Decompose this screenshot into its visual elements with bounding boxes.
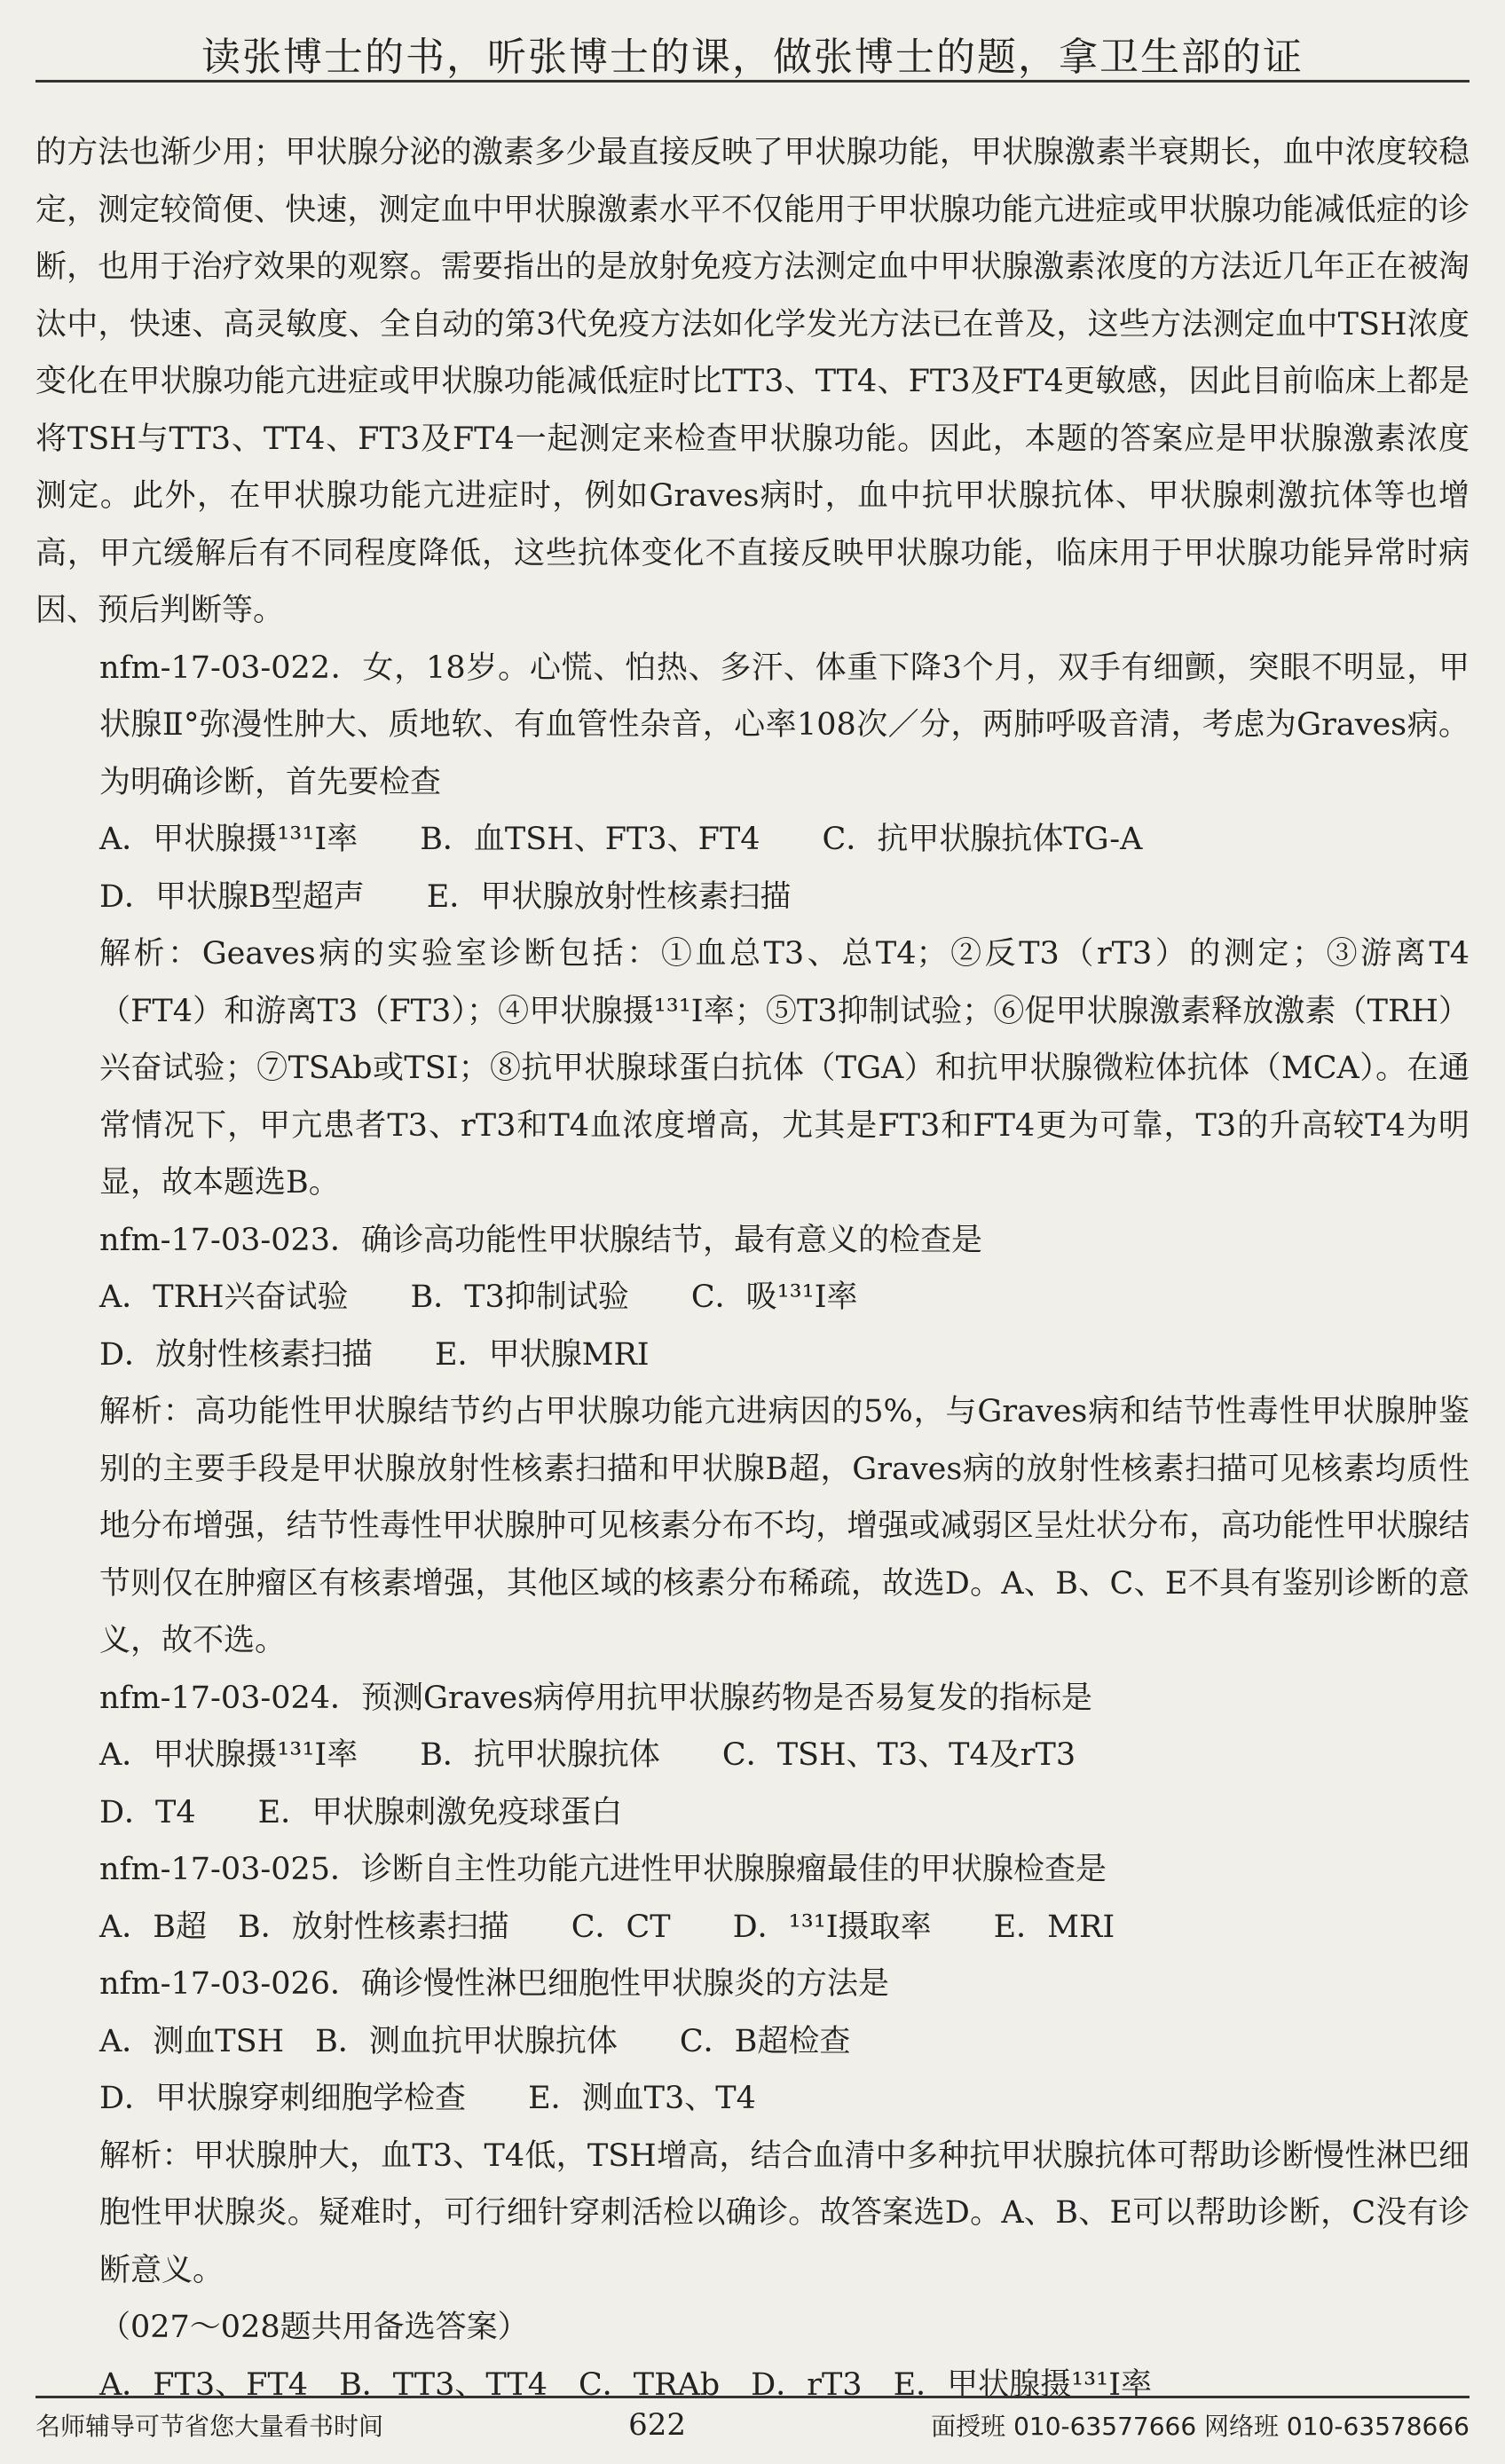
page-header xyxy=(35,27,1470,83)
question-024-options-1: A．甲状腺摄¹³¹I率 B．抗甲状腺抗体 C．TSH、T3、T4及rT3 xyxy=(99,1737,1076,1773)
question-024-options-2: D．T4 E．甲状腺刺激免疫球蛋白 xyxy=(99,1794,623,1830)
question-022-options-2: D．甲状腺B型超声 E．甲状腺放射性核素扫描 xyxy=(99,878,792,915)
page-number: 622 xyxy=(628,2407,687,2443)
footer-slogan: 名师辅导可节省您大量看书时间 xyxy=(35,2412,384,2441)
question-023: nfm-17-03-023．确诊高功能性甲状腺结节，最有意义的检查是 xyxy=(99,1222,983,1258)
answer-023: 解析：高功能性甲状腺结节约占甲状腺功能亢进病因的5%，与Graves病和结节性毒性甲状腺肿鉴别的主要手段是甲状腺放射性核素扫描和甲状腺B超，Graves病的放射性核素扫描可见核素均质性地分布增强，结节性毒性甲状腺肿可见核素分布不均，增强或减弱区呈灶状分布，高功能性甲状腺结节则仅在肿瘤区有核素增强，其他区域的核素分布稀疏，故选D。A、B、C、E不具有鉴别诊断的意义，故不选。 xyxy=(99,1394,1470,1658)
paragraph-explanation: 的方法也渐少用；甲状腺分泌的激素多少最直接反映了甲状腺功能，甲状腺激素半衰期长，血中浓度较稳定，测定较简便、快速，测定血中甲状腺激素水平不仅能用于甲状腺功能亢进症或甲状腺功能减低症的诊断，也用于治疗效果的观察。需要指出的是放射免疫方法测定血中甲状腺激素浓度的方法近几年正在被淘汰中，快速、高灵敏度、全自动的第3代免疫方法如化学发光方法已在普及，这些方法测定血中TSH浓度变化在甲状腺功能亢进症或甲状腺功能减低症时比TT3、TT4、FT3及FT4更敏感，因此目前临床上都是将TSH与TT3、TT4、FT3及FT4一起测定来检查甲状腺功能。因此，本题的答案应是甲状腺激素浓度测定。此外，在甲状腺功能亢进症时，例如Graves病时，血中抗甲状腺抗体、甲状腺刺激抗体等也增高，甲亢缓解后有不同程度降低，这些抗体变化不直接反映甲状腺功能，临床用于甲状腺功能异常时病因、预后判断等。 xyxy=(35,135,1470,628)
question-023-options-2: D．放射性核素扫描 E．甲状腺MRI xyxy=(99,1336,650,1373)
answer-026: 解析：甲状腺肿大，血T3、T4低，TSH增高，结合血清中多种抗甲状腺抗体可帮助诊断慢性淋巴细胞性甲状腺炎。疑难时，可行细针穿刺活检以确诊。故答案选D。A、B、E可以帮助诊断，C没有诊断意义。 xyxy=(99,2137,1470,2288)
answer-022: 解析：Geaves病的实验室诊断包括：①血总T3、总T4；②反T3（rT3）的测定；③游离T4（FT4）和游离T3（FT3）；④甲状腺摄¹³¹I率；⑤T3抑制试验；⑥促甲状腺激素释放激素（TRH）兴奋试验；⑦TSAb或TSI；⑧抗甲状腺球蛋白抗体（TGA）和抗甲状腺微粒体抗体（MCA）。在通常情况下，甲亢患者T3、rT3和T4血浓度增高，尤其是FT3和FT4更为可靠，T3的升高较T4为明显，故本题选B。 xyxy=(99,936,1470,1201)
question-026-options-2: D．甲状腺穿刺细胞学检查 E．测血T3、T4 xyxy=(99,2081,756,2116)
question-025-options: A．B超 B．放射性核素扫描 C．CT D．¹³¹I摄取率 E．MRI xyxy=(99,1909,1115,1945)
question-026-options-1: A．测血TSH B．测血抗甲状腺抗体 C．B超检查 xyxy=(99,2023,851,2059)
question-022: nfm-17-03-022．女，18岁。心慌、怕热、多汗、体重下降3个月，双手有细颤，突眼不明显，甲状腺Ⅱ°弥漫性肿大、质地软、有血管性杂音，心率108次／分，两肺呼吸音清，考虑为Graves病。为明确诊断，首先要检查 xyxy=(99,649,1470,800)
question-022-options-1: A．甲状腺摄¹³¹I率 B．血TSH、FT3、FT4 C．抗甲状腺抗体TG-A xyxy=(99,822,1143,857)
main-content xyxy=(35,124,1470,2413)
question-026: nfm-17-03-026．确诊慢性淋巴细胞性甲状腺炎的方法是 xyxy=(99,1966,890,2002)
page-footer xyxy=(35,2396,1470,2452)
question-024: nfm-17-03-024．预测Graves病停用抗甲状腺药物是否易复发的指标是 xyxy=(99,1680,1093,1716)
header-title: 读张博士的书，听张博士的课，做张博士的题，拿卫生部的证 xyxy=(201,35,1304,80)
question-025: nfm-17-03-025．诊断自主性功能亢进性甲状腺腺瘤最佳的甲状腺检查是 xyxy=(99,1852,1107,1887)
shared-answers-heading: （027～028题共用备选答案） xyxy=(99,2310,529,2345)
footer-contact: 面授班 010-63577666 网络班 010-63578666 xyxy=(931,2412,1470,2441)
question-023-options-1: A．TRH兴奋试验 B．T3抑制试验 C．吸¹³¹I率 xyxy=(99,1279,858,1315)
shared-answers-options: A．FT3、FT4 B．TT3、TT4 C．TRAb D．rT3 E．甲状腺摄¹³¹I率 xyxy=(99,2366,1153,2403)
